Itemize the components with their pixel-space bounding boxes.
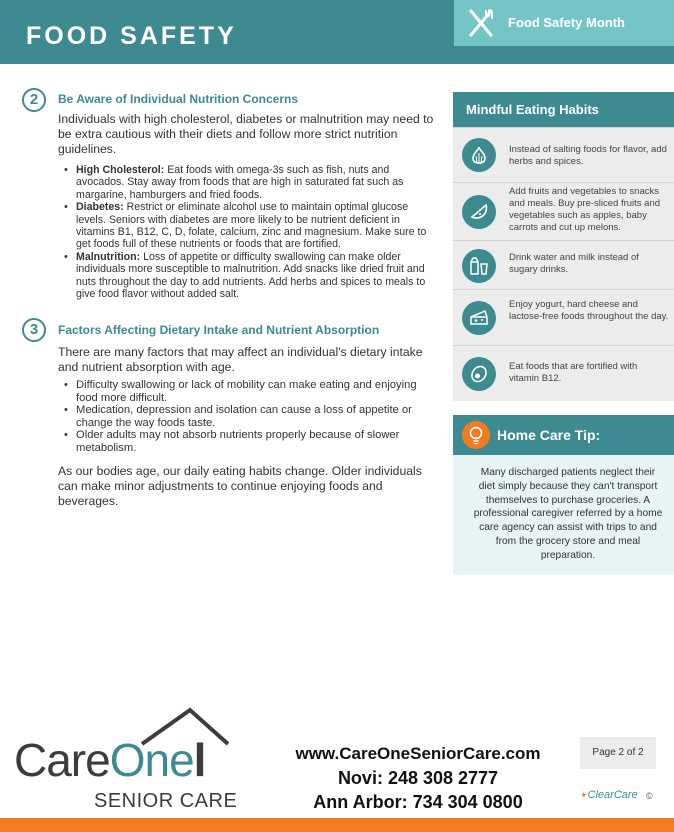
food-safety-month-label: Food Safety Month [508,15,625,30]
list-item: • Difficulty swallowing or lack of mobility can make eating and enjoying food more difficult. [62,379,437,404]
careone-logo: CareOnel [14,734,206,786]
list-item: • High Cholesterol: Eat foods with omega-3s such as fish, nuts and avocados. Stay away from foods that are high in saturated fat such as margarine, hamburgers and fried foods. [62,164,437,201]
factors-list [62,379,437,455]
website-text: www.CareOneSeniorCare.com [295,744,541,763]
list-item: • Medication, depression and isolation can cause a loss of appetite or change the way foods taste. [62,404,437,429]
mindful-item [453,240,674,289]
lightbulb-icon [462,421,490,449]
star-icon: ✦ [580,790,588,800]
section-number-3: 3 [22,318,46,342]
list-item: • Diabetes: Restrict or eliminate alcohol use to maintain optimal glucose levels. Seniors with diabetes are more likely to be nutrient deficient in vitamins B1, B12, C, D, folate, calcium, zinc and magnesium. Make sure to get foods full of these nutrients or foods that are fortified. [62,201,437,251]
cheese-icon [462,301,496,335]
section-title-factors: Factors Affecting Dietary Intake and Nutrient Absorption [58,323,380,337]
ann-arbor-phone: Ann Arbor: 734 304 0800 [313,792,523,812]
clearcare-logo: ✦ClearCare [580,789,638,801]
section-number-2: 2 [22,88,46,112]
page-title: FOOD SAFETY [26,22,237,50]
senior-care-logo-text: SENIOR CARE [94,790,238,812]
section-title-nutrition-concerns: Be Aware of Individual Nutrition Concerns [58,92,299,106]
mindful-item [453,289,674,345]
mindful-item-text: Enjoy yogurt, hard cheese and lactose-free foods throughout the day. [509,299,669,322]
list-item: • Older adults may not absorb nutrients properly because of slower metabolism. [62,429,437,454]
home-care-tip-text: Many discharged patients neglect their diet simply because they can't transport themselves to purchase groceries. A professional caregiver referred by a home care agency can assist with trips to and from the grocery store and meal preparation. [473,467,663,561]
mindful-item [453,127,674,182]
novi-phone: Novi: 248 308 2777 [337,768,499,788]
mindful-item [453,345,674,401]
page-header [0,0,674,64]
page-number: Page 2 of 2 [580,737,656,769]
section2-intro: Individuals with high cholesterol, diabetes or malnutrition may need to be extra cautious with their diets and follow more strict nutrition guidelines. [58,112,434,156]
section3-intro: There are many factors that may affect an individual's dietary intake and nutrient absorption with age. [58,345,423,374]
section3-closing: As our bodies age, our daily eating habits change. Older individuals can make minor adjustments to continue enjoying foods and beverages. [58,464,422,508]
mindful-item-text: Instead of salting foods for flavor, add herbs and spices. [509,144,667,167]
nutrition-concerns-list [62,164,437,300]
mindful-item-text: Drink water and milk instead of sugary drinks. [509,252,639,275]
mindful-item-text: Add fruits and vegetables to snacks and meals. Buy pre-sliced fruits and vegetables such as apples, baby carrots and cut up melons. [509,186,661,233]
mindful-item [453,182,674,240]
food-safety-month-tab [454,0,674,46]
bottom-accent-bar [0,818,674,832]
home-care-tip-title: Home Care Tip: [497,427,601,443]
avocado-icon [462,357,496,391]
mindful-item-text: Eat foods that are fortified with vitamin B12. [509,361,638,384]
mindful-eating-title: Mindful Eating Habits [453,92,674,127]
fork-knife-icon [466,8,496,38]
garlic-icon [462,138,496,172]
copyright-symbol: © [646,791,653,801]
list-item: • Malnutrition: Loss of appetite or difficulty swallowing can make older individuals more susceptible to malnutrition. Add snacks like dried fruit and nuts throughout the day to add nutrients. Add herbs and spices to meals to give food flavor without added salt. [62,251,437,301]
fruit-slice-icon [462,195,496,229]
milk-glass-icon [462,249,496,283]
